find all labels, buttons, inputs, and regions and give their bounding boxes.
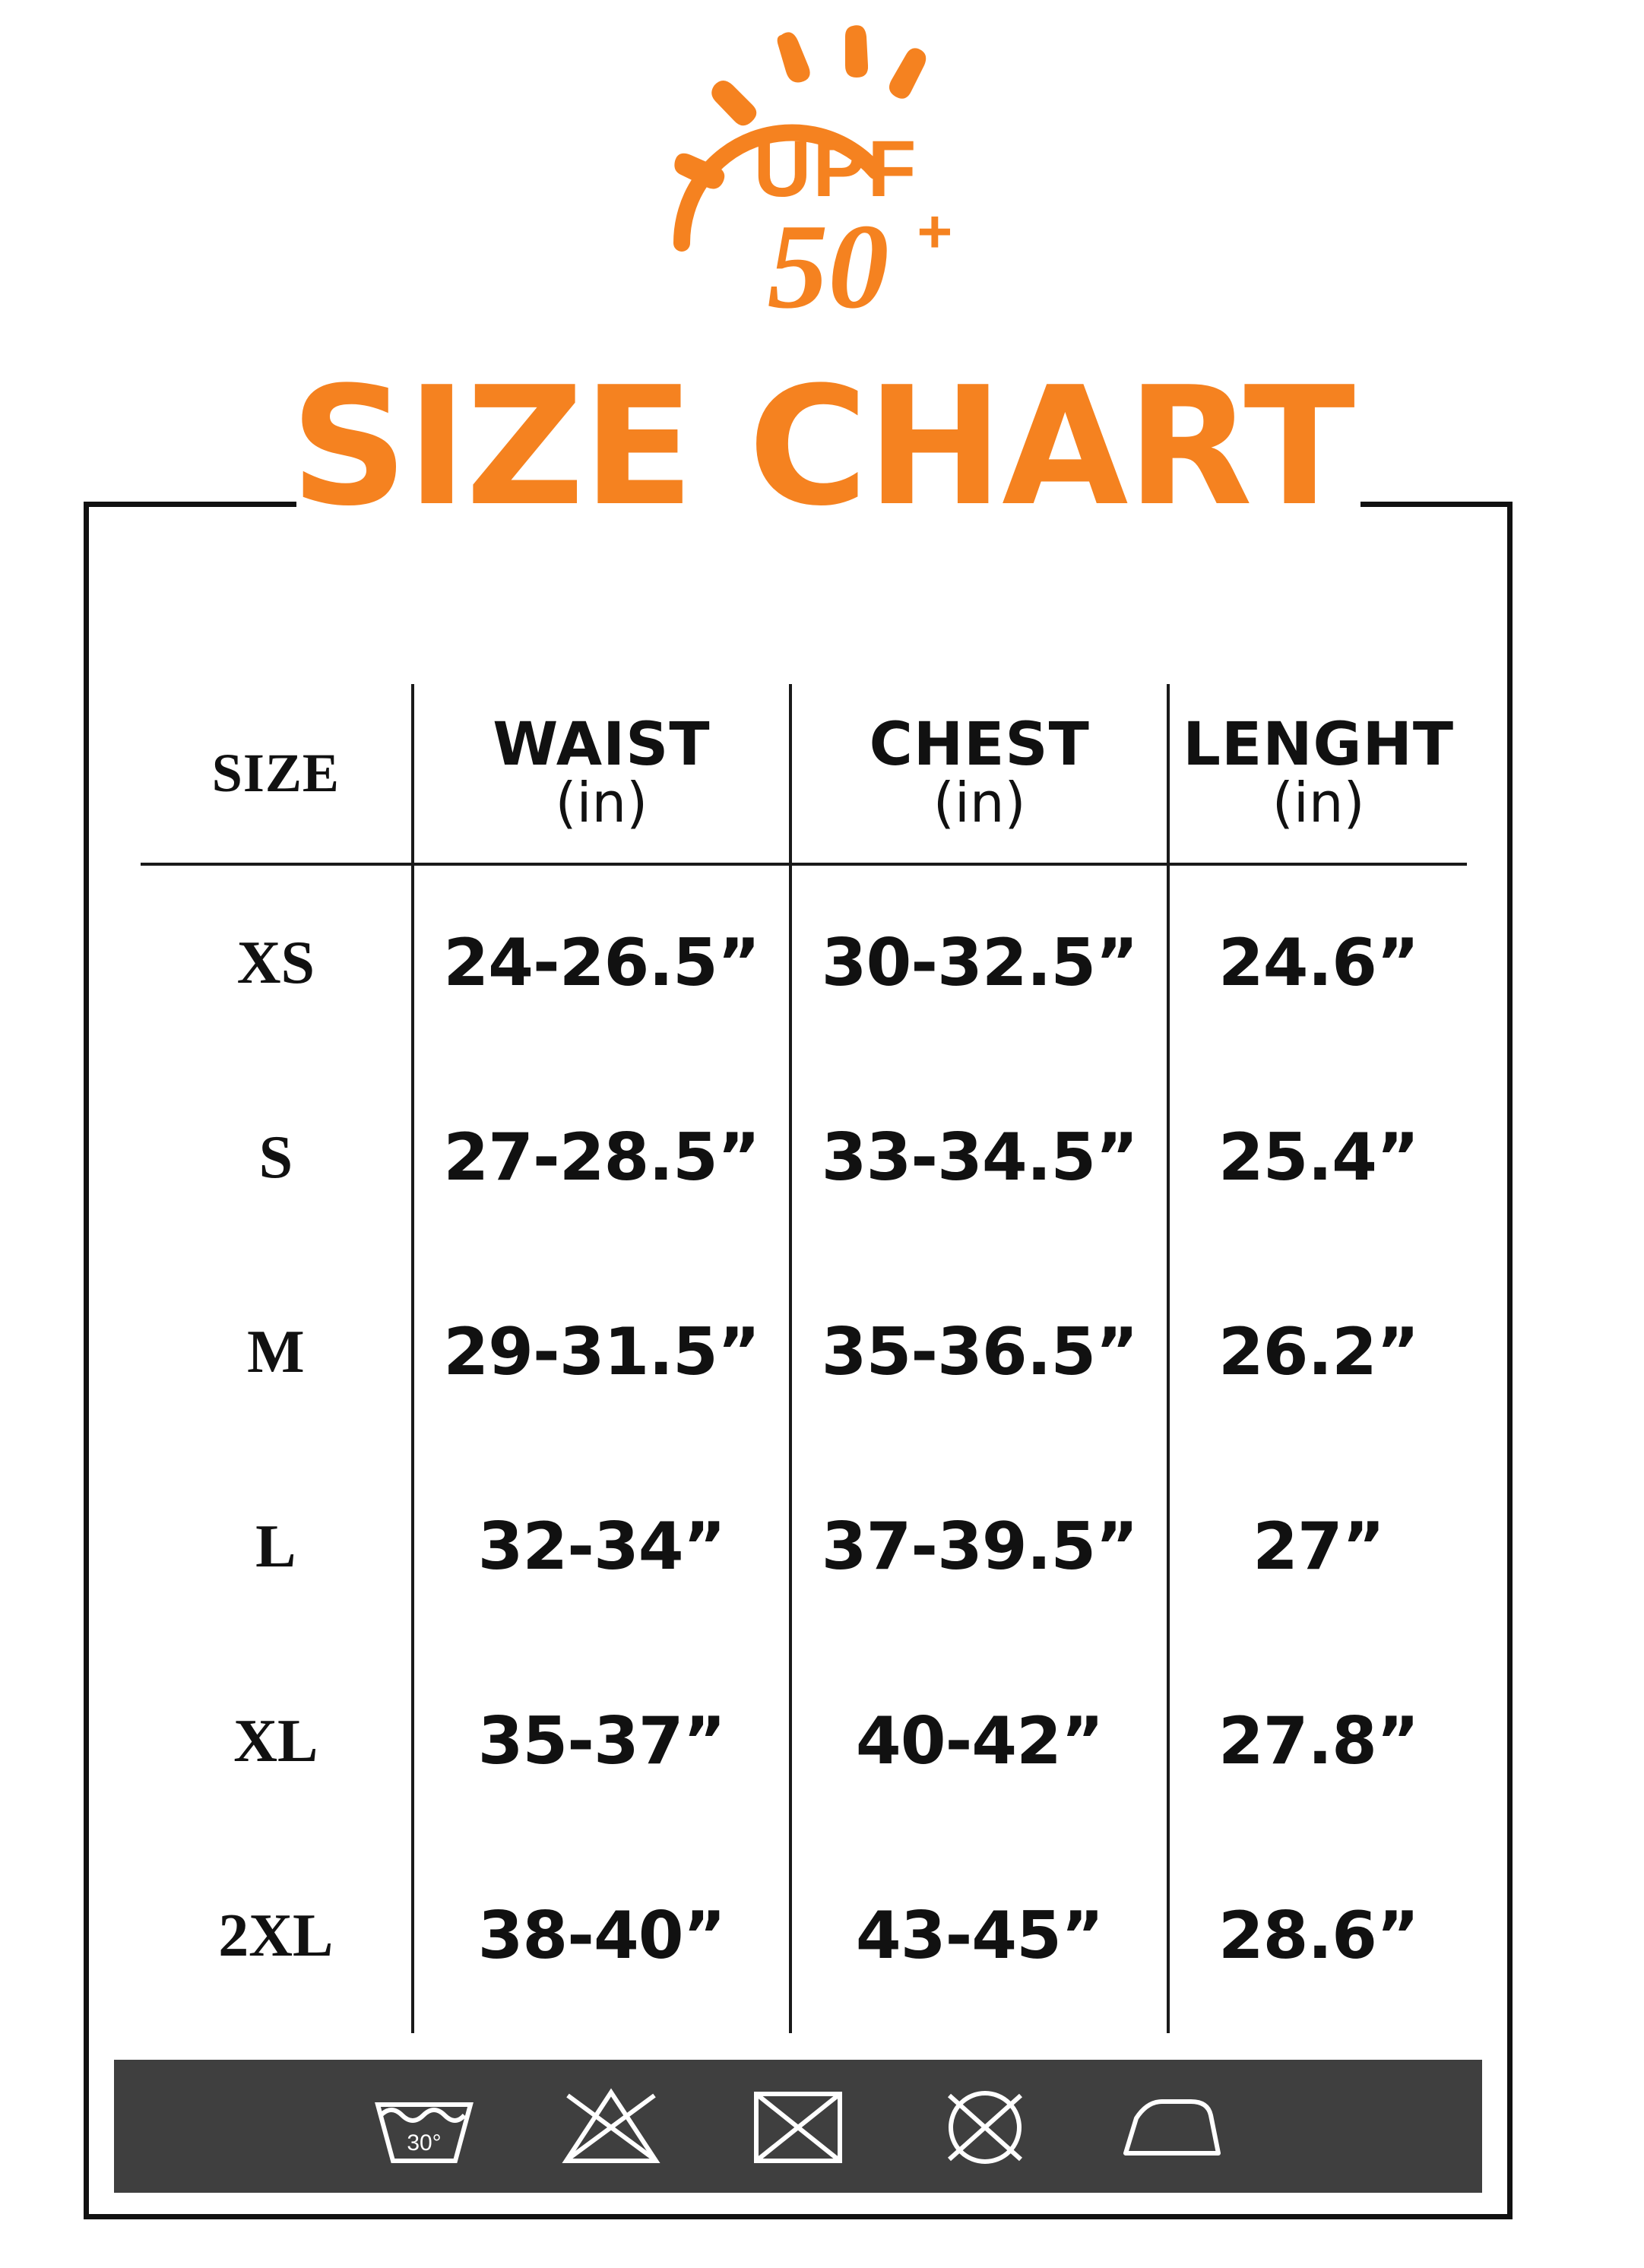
cell-waist: 24-26.5” bbox=[413, 864, 790, 1060]
table-row bbox=[141, 1644, 1467, 1839]
cell-chest: 35-36.5” bbox=[790, 1255, 1168, 1449]
table-row bbox=[141, 1449, 1467, 1644]
svg-text:30°: 30° bbox=[407, 2130, 442, 2156]
do-not-dry-clean-icon bbox=[928, 2081, 1042, 2172]
table-row bbox=[141, 1060, 1467, 1255]
cell-chest: 33-34.5” bbox=[790, 1060, 1168, 1255]
cell-length: 28.6” bbox=[1168, 1839, 1467, 2033]
table-row bbox=[141, 1255, 1467, 1449]
size-chart-table-area bbox=[141, 684, 1467, 2037]
column-header-length: LENGHT (in) bbox=[1168, 684, 1467, 864]
table-row bbox=[141, 864, 1467, 1060]
column-header-chest: CHEST (in) bbox=[790, 684, 1168, 864]
cell-length: 26.2” bbox=[1168, 1255, 1467, 1449]
cell-size: M bbox=[247, 1318, 305, 1386]
upf-plus: + bbox=[917, 198, 953, 265]
cell-length: 27” bbox=[1168, 1449, 1467, 1644]
cell-chest: 40-42” bbox=[790, 1644, 1168, 1839]
cell-chest: 37-39.5” bbox=[790, 1449, 1168, 1644]
column-header-waist: WAIST (in) bbox=[413, 684, 790, 864]
cell-size: XL bbox=[233, 1707, 318, 1775]
size-chart-table bbox=[141, 684, 1467, 2033]
column-header-size: SIZE bbox=[141, 684, 413, 864]
table-row bbox=[141, 1839, 1467, 2033]
do-not-bleach-icon bbox=[554, 2081, 668, 2172]
cell-chest: 43-45” bbox=[790, 1839, 1168, 2033]
upf-badge bbox=[0, 15, 1644, 380]
cell-size: S bbox=[258, 1123, 293, 1191]
upf-label: UPF bbox=[753, 125, 918, 214]
page-title: SIZE CHART bbox=[290, 351, 1354, 542]
cell-chest: 30-32.5” bbox=[790, 864, 1168, 1060]
cell-waist: 38-40” bbox=[413, 1839, 790, 2033]
cell-size: L bbox=[255, 1513, 296, 1580]
iron-icon bbox=[1115, 2081, 1229, 2172]
table-header-row bbox=[141, 684, 1467, 864]
cell-size: 2XL bbox=[218, 1902, 334, 1969]
cell-waist: 29-31.5” bbox=[413, 1255, 790, 1449]
cell-waist: 27-28.5” bbox=[413, 1060, 790, 1255]
cell-waist: 35-37” bbox=[413, 1644, 790, 1839]
cell-waist: 32-34” bbox=[413, 1449, 790, 1644]
cell-length: 25.4” bbox=[1168, 1060, 1467, 1255]
cell-length: 27.8” bbox=[1168, 1644, 1467, 1839]
wash-30-icon bbox=[367, 2081, 481, 2172]
upf-value: 50 bbox=[767, 198, 889, 334]
care-instructions-bar bbox=[114, 2060, 1482, 2193]
cell-length: 24.6” bbox=[1168, 864, 1467, 1060]
do-not-tumble-dry-icon bbox=[741, 2081, 855, 2172]
cell-size: XS bbox=[236, 929, 315, 996]
